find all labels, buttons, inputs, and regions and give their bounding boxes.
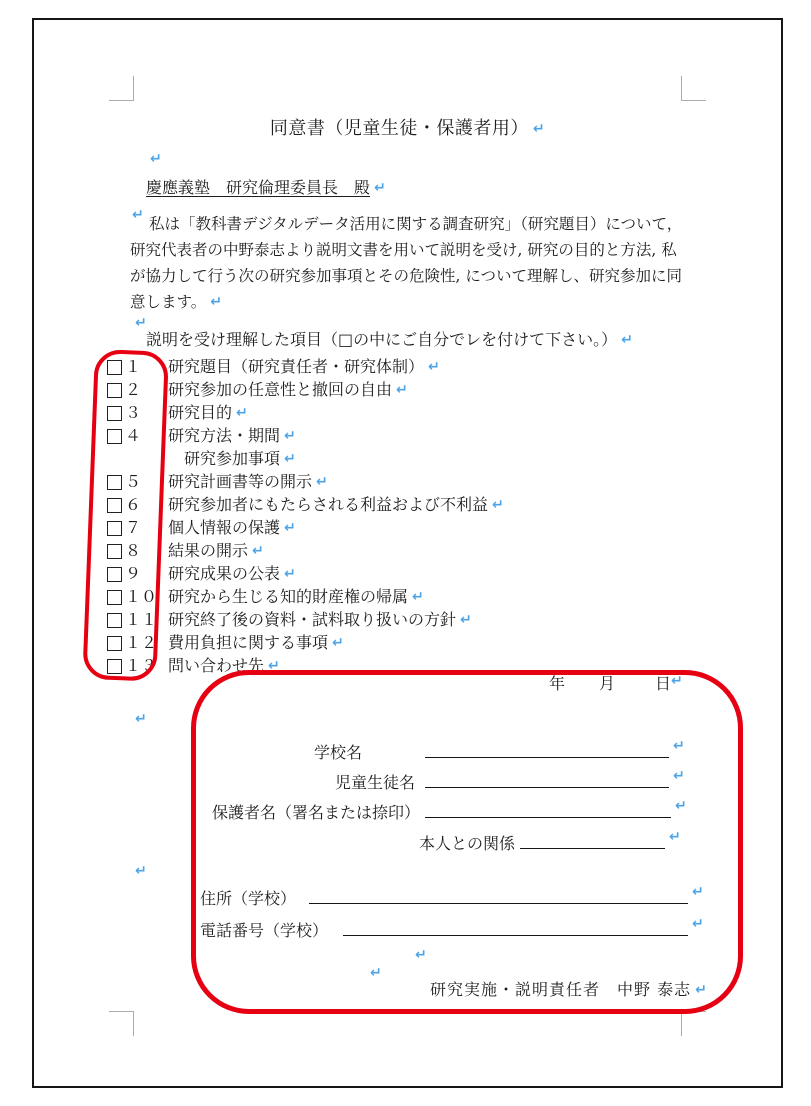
margin-mark-top-right-icon (681, 76, 706, 101)
checklist-item (184, 449, 296, 469)
margin-mark-top-left-icon (109, 76, 134, 101)
checklist-item-label: 研究方法・期間 (168, 426, 281, 445)
paragraph-mark-icon: ↵ (150, 151, 162, 167)
checklist-item-number: １２ (125, 633, 158, 652)
checklist-item-number: １０ (125, 587, 158, 606)
checklist-item (168, 541, 264, 561)
date-day-label: 日 (655, 674, 672, 693)
paragraph-mark-icon: ↵ (268, 658, 280, 674)
checklist-item-number: １１ (125, 610, 158, 629)
paragraph-mark-icon: ↵ (284, 451, 296, 467)
responsible-researcher: 研究実施・説明責任者 中野 泰志 (430, 980, 692, 999)
checklist-item-label: 研究目的 (168, 403, 233, 422)
document-title-line (34, 118, 781, 140)
paragraph-mark-icon: ↵ (492, 497, 504, 513)
checklist-item (168, 633, 344, 653)
signature-field-label: 住所（学校） (200, 889, 297, 908)
checklist-item-label: 研究から生じる知的財産権の帰属 (168, 587, 409, 606)
paragraph-mark-icon: ↵ (236, 405, 248, 421)
checklist-item (168, 564, 296, 584)
paragraph-mark-icon: ↵ (671, 673, 683, 689)
paragraph-mark-icon: ↵ (135, 863, 147, 879)
body-line-1: 私は「教科書デジタルデータ活用に関する調査研究」（研究題目）について， (149, 215, 683, 233)
checklist-item-number: ２ (125, 380, 142, 399)
paragraph-mark-icon: ↵ (460, 612, 472, 628)
checklist-item (168, 518, 296, 538)
checklist-item (168, 472, 328, 492)
checklist-item-label: 個人情報の保護 (168, 518, 281, 537)
signature-fill-in-line[interactable] (520, 848, 665, 849)
body-line-4 (130, 292, 222, 312)
checklist-item-label: 結果の開示 (168, 541, 249, 560)
checklist-item-label: 研究参加の任意性と撤回の自由 (168, 380, 393, 399)
signature-field-label: 本人との関係 (419, 834, 516, 853)
checklist-instruction: 説明を受け理解した項目（□の中にご自分でレを付けて下さい。） (146, 330, 618, 349)
checklist-item-label: 研究計画書等の開示 (168, 472, 313, 491)
paragraph-mark-icon: ↵ (669, 829, 681, 845)
body-line-3: が協力して行う次の研究参加事項とその危険性, について理解し、研究参加に同 (130, 267, 683, 285)
paragraph-mark-icon: ↵ (370, 965, 382, 981)
checklist-item-number: ８ (125, 541, 142, 560)
checklist-item-number: ６ (125, 495, 142, 514)
checklist-annotation-oval (82, 349, 169, 682)
paragraph-mark-icon: ↵ (284, 428, 296, 444)
page-title: 同意書（児童生徒・保護者用） (269, 118, 529, 139)
paragraph-mark-icon: ↵ (132, 207, 144, 223)
checklist-item-label: 費用負担に関する事項 (168, 633, 329, 652)
paragraph-mark-icon: ↵ (692, 916, 704, 932)
paragraph-mark-icon: ↵ (673, 768, 685, 784)
paragraph-mark-icon: ↵ (284, 520, 296, 536)
checklist-instruction-line (146, 330, 633, 350)
paragraph-mark-icon: ↵ (374, 180, 386, 196)
checklist-item (168, 426, 296, 446)
signature-fill-in-line[interactable] (425, 787, 669, 788)
signature-field-label: 保護者名（署名または捺印） (212, 803, 421, 822)
checklist-item (168, 610, 472, 630)
paragraph-mark-icon: ↵ (692, 884, 704, 900)
checklist-item-label: 問い合わせ先 (168, 656, 265, 675)
body-line-2: 研究代表者の中野泰志より説明文書を用いて説明を受け, 研究の目的と方法, 私 (130, 241, 677, 259)
paragraph-mark-icon: ↵ (316, 474, 328, 490)
signature-fill-in-line[interactable] (343, 935, 688, 936)
signature-field-label: 学校名 (314, 743, 363, 762)
signature-fill-in-line[interactable] (425, 757, 669, 758)
paragraph-mark-icon: ↵ (332, 635, 344, 651)
paragraph-mark-icon: ↵ (675, 798, 687, 814)
checklist-item-number: ３ (125, 403, 142, 422)
checklist-item-label: 研究題目（研究責任者・研究体制） (168, 357, 425, 376)
checklist-item-label: 研究参加者にもたらされる利益および不利益 (168, 495, 489, 514)
checklist-item-label: 研究参加事項 (184, 449, 281, 468)
margin-mark-bottom-right-icon (681, 1011, 706, 1036)
checklist-item (168, 380, 408, 400)
checklist-item-label: 研究終了後の資料・試料取り扱いの方針 (168, 610, 457, 629)
paragraph-mark-icon: ↵ (695, 982, 708, 998)
paragraph-mark-icon: ↵ (621, 332, 633, 348)
addressee-text: 慶應義塾 研究倫理委員長 殿 (146, 178, 371, 197)
checklist-item (168, 495, 504, 515)
addressee-line (146, 178, 386, 198)
paragraph-mark-icon: ↵ (135, 711, 147, 727)
paragraph-mark-icon: ↵ (673, 738, 685, 754)
checklist-item-number: ９ (125, 564, 142, 583)
paragraph-mark-icon: ↵ (396, 382, 408, 398)
paragraph-mark-icon: ↵ (412, 589, 424, 605)
checklist-item (168, 403, 248, 423)
paragraph-mark-icon: ↵ (252, 543, 264, 559)
margin-mark-bottom-left-icon (109, 1011, 134, 1036)
date-year-label: 年 (549, 674, 566, 693)
document-page (32, 18, 783, 1088)
footer-line (430, 980, 708, 1000)
paragraph-mark-icon: ↵ (284, 566, 296, 582)
body-line-4-text: 意します。 (130, 293, 207, 311)
date-month-label: 月 (599, 674, 616, 693)
checklist-item-number: ５ (125, 472, 142, 491)
signature-field-label: 児童生徒名 (335, 773, 416, 792)
paragraph-mark-icon: ↵ (135, 315, 147, 331)
checklist-item-number: ７ (125, 518, 142, 537)
checklist-item-label: 研究成果の公表 (168, 564, 281, 583)
checklist-item (168, 587, 424, 607)
signature-fill-in-line[interactable] (309, 903, 688, 904)
checklist-item-number: １３ (125, 656, 158, 675)
signature-fill-in-line[interactable] (425, 817, 671, 818)
paragraph-mark-icon: ↵ (428, 359, 440, 375)
checklist-item-number: ４ (125, 426, 142, 445)
checklist-item (168, 357, 440, 377)
paragraph-mark-icon: ↵ (415, 947, 427, 963)
signature-field-label: 電話番号（学校） (200, 921, 329, 940)
paragraph-mark-icon: ↵ (532, 121, 546, 137)
paragraph-mark-icon: ↵ (210, 294, 222, 310)
checklist-item-number: １ (125, 357, 142, 376)
